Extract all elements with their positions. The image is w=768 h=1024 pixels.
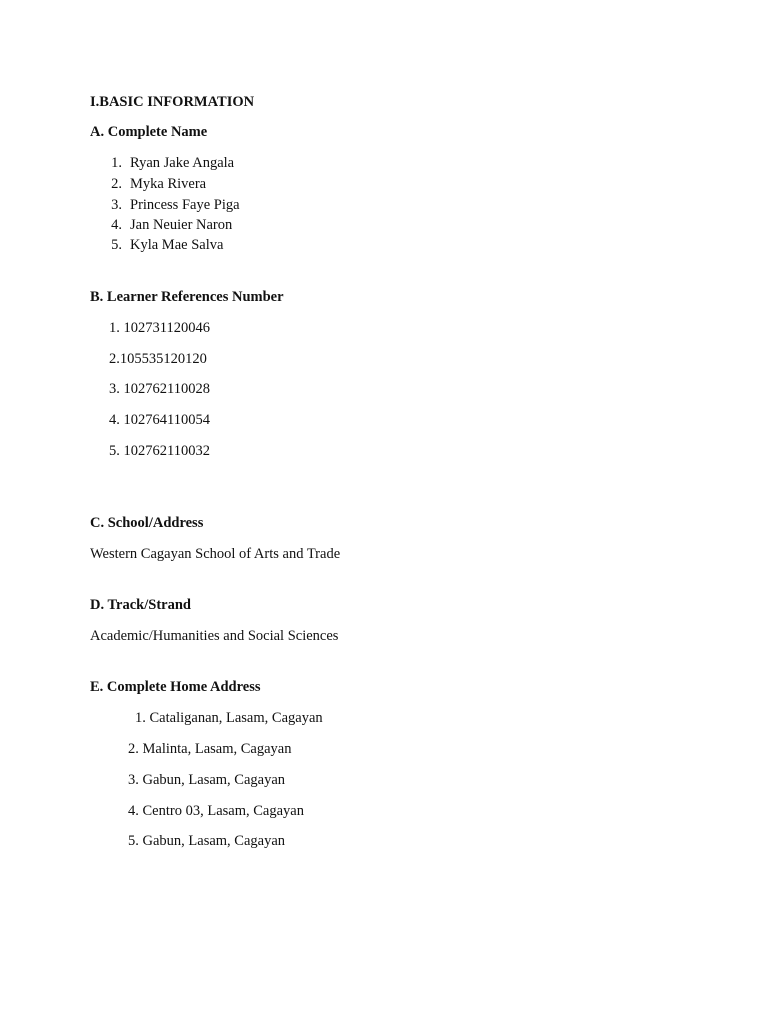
- section-a-heading: A. Complete Name: [90, 124, 208, 140]
- list-item: 4. 102764110054: [109, 412, 210, 428]
- list-item: [100, 216, 232, 234]
- list-item-number: 1.: [111, 155, 122, 171]
- list-item: [100, 175, 206, 193]
- list-item: 1. Cataliganan, Lasam, Cagayan: [135, 710, 323, 726]
- section-b-heading: B. Learner References Number: [90, 289, 284, 305]
- section-e-heading: E. Complete Home Address: [90, 679, 261, 695]
- section-c-heading: C. School/Address: [90, 515, 204, 531]
- list-item: [100, 196, 240, 214]
- list-item: 5. 102762110032: [109, 443, 210, 459]
- list-item-text: Ryan Jake Angala: [130, 155, 235, 171]
- list-item-text: Myka Rivera: [130, 176, 207, 192]
- list-item: 3. Gabun, Lasam, Cagayan: [128, 772, 286, 788]
- list-item: [100, 154, 234, 172]
- list-item-text: Kyla Mae Salva: [130, 237, 224, 253]
- school-name: Western Cagayan School of Arts and Trade: [90, 546, 341, 562]
- track-strand: Academic/Humanities and Social Sciences: [90, 628, 339, 644]
- list-item: 3. 102762110028: [109, 381, 210, 397]
- list-item-number: 2.: [111, 176, 122, 192]
- list-item: 2. Malinta, Lasam, Cagayan: [128, 741, 292, 757]
- list-item: 1. 102731120046: [109, 320, 210, 336]
- document-title: I.BASIC INFORMATION: [90, 94, 255, 110]
- list-item-number: 3.: [111, 197, 122, 213]
- list-item: 5. Gabun, Lasam, Cagayan: [128, 833, 286, 849]
- list-item: 4. Centro 03, Lasam, Cagayan: [128, 803, 304, 819]
- list-item-number: 4.: [111, 217, 122, 233]
- list-item-text: Princess Faye Piga: [130, 197, 240, 213]
- list-item: 2.105535120120: [109, 351, 207, 367]
- section-d-heading: D. Track/Strand: [90, 597, 191, 613]
- list-item-number: 5.: [111, 237, 122, 253]
- list-item: [100, 236, 223, 254]
- list-item-text: Jan Neuier Naron: [130, 217, 233, 233]
